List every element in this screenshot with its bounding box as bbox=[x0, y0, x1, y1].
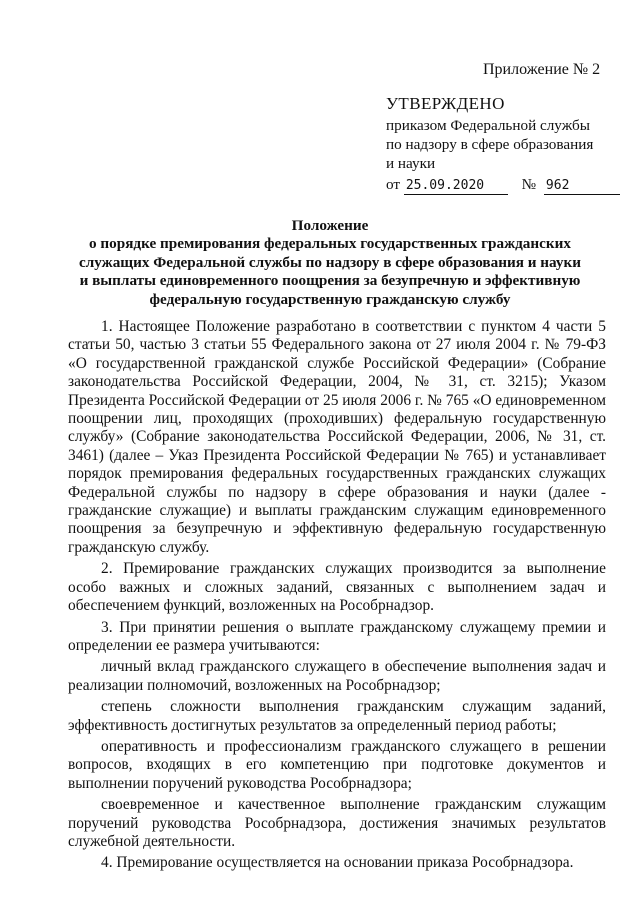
title-line-2: служащих Федеральной службы по надзору в сфере образования и науки bbox=[79, 253, 581, 271]
order-number: 962 bbox=[544, 177, 620, 195]
annex-number: Приложение № 2 bbox=[483, 61, 601, 78]
approval-date-row bbox=[386, 175, 626, 195]
paragraph-3-item-3: оперативность и профессионализм гражданского служащего в решении вопросов, входящих в его компетенцию при подготовке документов и выполнении поручений руководства Рособрнадзора; bbox=[68, 737, 606, 792]
title-line-1: о порядке премирования федеральных государственных гражданских bbox=[89, 235, 571, 253]
paragraph-1: 1. Настоящее Положение разработано в соответствии с пунктом 4 части 5 статьи 50, частью 3 статьи 55 Федерального закона от 27 июля 2004 г. № 79-ФЗ «О государственной гражданской службе Российской Федерации» (Собрание законодательства Российской Федерации, 2004, № 31, ст. 3215); Указом Президента Российской Федерации от 25 июля 2006 г. № 765 «О единовременном поощрении лиц, проходящих (проходивших) федеральную государственную службу» (Собрание законодательства Российской Федерации, 2006, № 31, ст. 3461) (далее – Указ Президента Российской Федерации № 765) и устанавливает порядок премирования федеральных государственных гражданских служащих Федеральной службы по надзору в сфере образования и науки (далее - гражданские служащие) и выплаты гражданским служащим единовременного поощрения за безупречную и эффективную федеральную государственную гражданскую службу. bbox=[68, 318, 606, 556]
title-line-3: и выплаты единовременного поощрения за безупречную и эффективную bbox=[79, 272, 581, 290]
document-body bbox=[68, 318, 606, 876]
approval-block bbox=[386, 94, 626, 195]
approval-line-2: по надзору в сфере образования bbox=[386, 136, 594, 153]
approval-stamp-title: УТВЕРЖДЕНО bbox=[386, 94, 505, 113]
paragraph-3-item-1: личный вклад гражданского служащего в обеспечение выполнения задач и реализации полномочий, возложенных на Рособрнадзор; bbox=[68, 658, 606, 694]
paragraph-4: 4. Премирование осуществляется на основании приказа Рособрнадзора. bbox=[101, 854, 574, 872]
number-sign: № bbox=[521, 176, 537, 193]
title-line-4: федеральную государственную гражданскую службу bbox=[149, 290, 511, 308]
approval-line-1: приказом Федеральной службы bbox=[386, 117, 590, 134]
order-date: 25.09.2020 bbox=[404, 177, 508, 195]
paragraph-2: 2. Премирование гражданских служащих производится за выполнение особо важных и сложных заданий, связанных с выполнением задач и обеспечением функций, возложенных на Рособрнадзор. bbox=[68, 560, 606, 615]
paragraph-3: 3. При принятии решения о выплате гражданскому служащему премии и определении ее размера учитываются: bbox=[68, 618, 606, 654]
paragraph-3-item-2: степень сложности выполнения гражданским служащим заданий, эффективность достигнутых результатов за определенный период работы; bbox=[68, 698, 606, 734]
title-heading: Положение bbox=[291, 217, 369, 234]
document-title bbox=[60, 217, 600, 309]
approval-line-3: и науки bbox=[386, 155, 436, 172]
paragraph-3-item-4: своевременное и качественное выполнение гражданским служащим поручений руководства Рособрнадзора, достижения значимых результатов служебной деятельности. bbox=[68, 796, 606, 850]
date-prefix: от bbox=[386, 176, 401, 193]
